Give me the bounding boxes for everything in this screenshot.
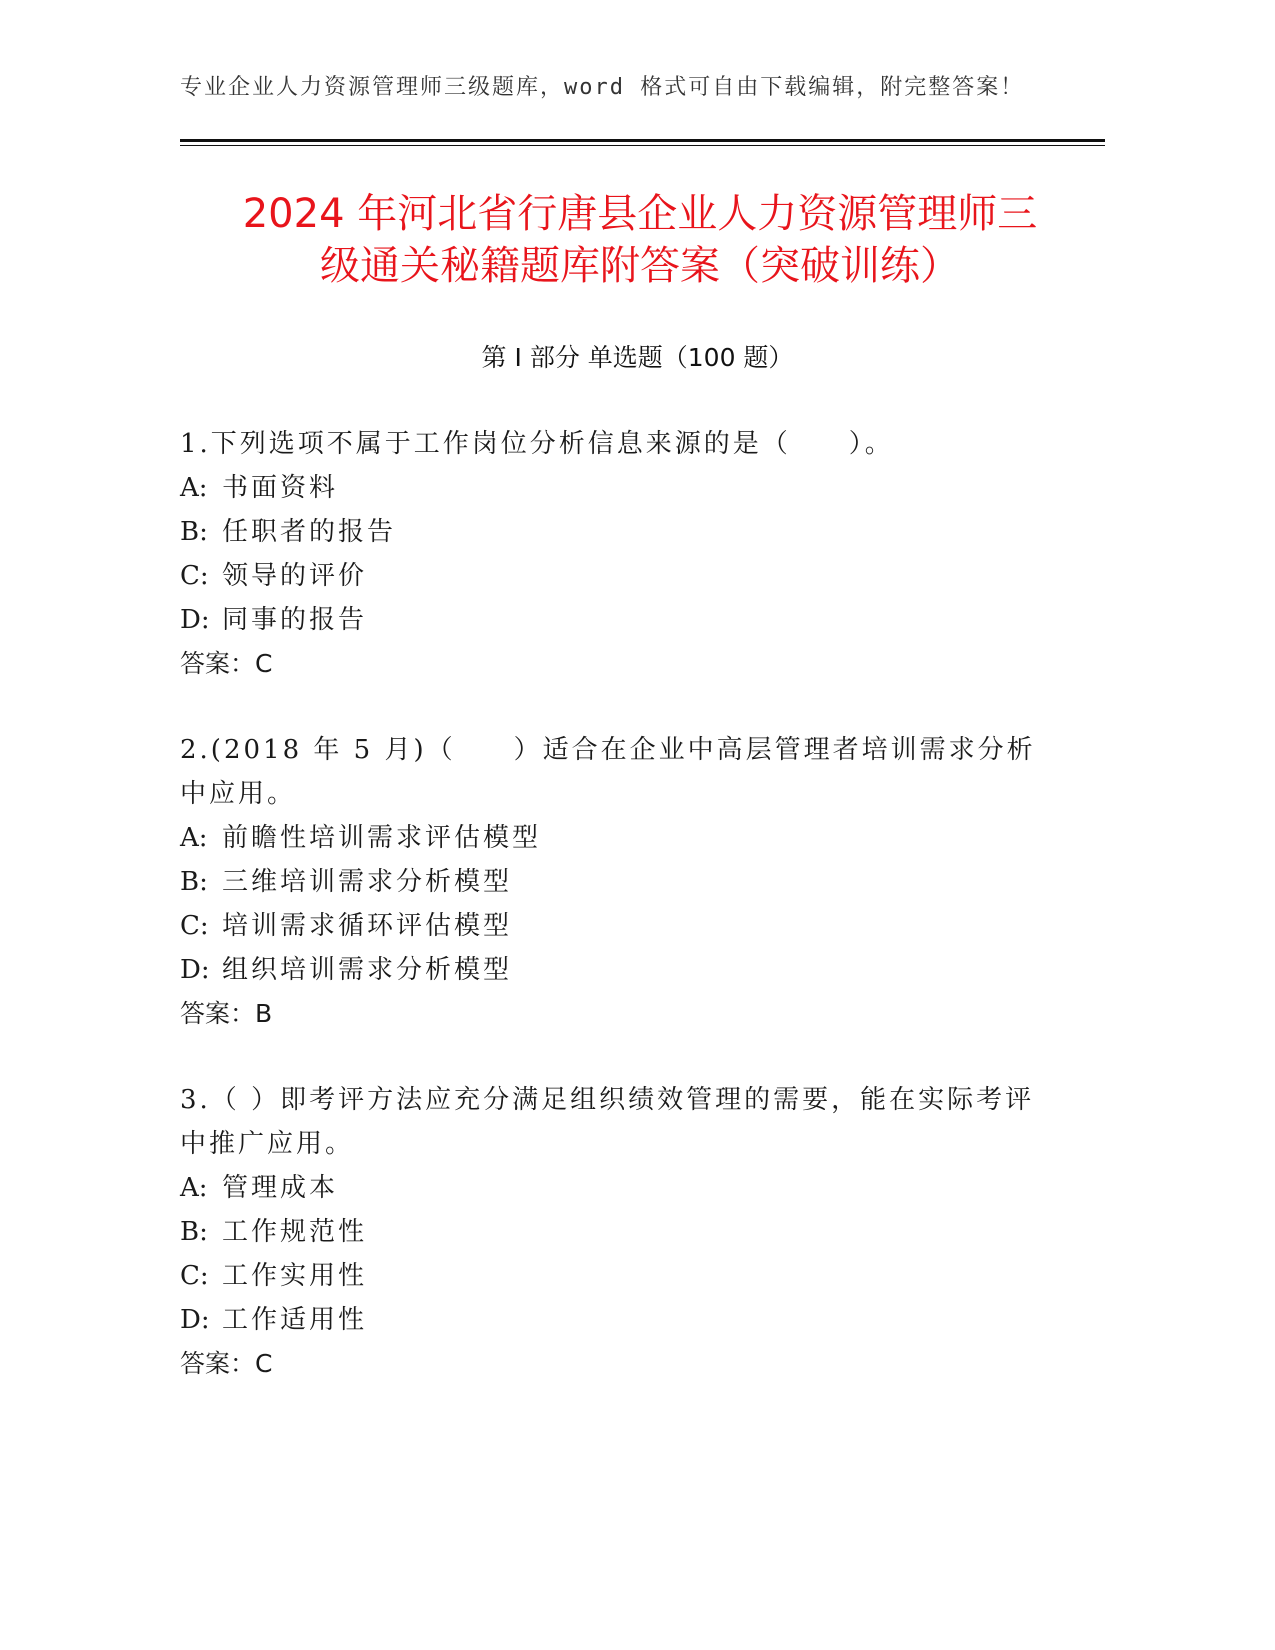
option-d (180, 948, 1040, 992)
question-1 (180, 422, 1040, 686)
header-rule-thick (180, 139, 1105, 142)
question-3 (180, 1078, 1040, 1386)
option-letter: D: (180, 1305, 210, 1335)
option-letter: C: (180, 911, 209, 941)
option-text: 前瞻性培训需求评估模型 (222, 823, 542, 853)
option-text: 管理成本 (222, 1173, 339, 1203)
option-text: 三维培训需求分析模型 (222, 867, 513, 897)
option-c (180, 904, 1040, 948)
answer: 答案：C (180, 1349, 273, 1378)
option-letter: C: (180, 1261, 209, 1291)
option-d (180, 1298, 1040, 1342)
option-letter: B: (180, 517, 208, 547)
option-a (180, 816, 1040, 860)
option-b (180, 860, 1040, 904)
option-text: 领导的评价 (222, 561, 368, 591)
option-letter: C: (180, 561, 209, 591)
option-letter: B: (180, 1217, 208, 1247)
option-text: 工作规范性 (222, 1217, 368, 1247)
question-text: 3.（ ）即考评方法应充分满足组织绩效管理的需要，能在实际考评中推广应用。 (180, 1085, 1035, 1159)
option-letter: A: (180, 473, 208, 503)
option-c (180, 1254, 1040, 1298)
option-a (180, 1166, 1040, 1210)
option-text: 培训需求循环评估模型 (222, 911, 513, 941)
option-text: 同事的报告 (222, 605, 368, 635)
option-text: 工作实用性 (222, 1261, 368, 1291)
option-b (180, 1210, 1040, 1254)
option-a (180, 466, 1040, 510)
option-text: 工作适用性 (222, 1305, 368, 1335)
option-letter: B: (180, 867, 208, 897)
question-text: 2.(2018 年 5 月)（ ）适合在企业中高层管理者培训需求分析中应用。 (180, 735, 1036, 809)
question-list (180, 422, 1040, 1428)
option-letter: A: (180, 1173, 208, 1203)
option-text: 书面资料 (222, 473, 339, 503)
answer: 答案：B (180, 999, 273, 1028)
option-c (180, 554, 1040, 598)
option-letter: D: (180, 605, 210, 635)
question-text: 1.下列选项不属于工作岗位分析信息来源的是（ ）。 (180, 429, 894, 459)
title-line-1: 2024 年河北省行唐县企业人力资源管理师三 (242, 191, 1038, 237)
question-2 (180, 728, 1040, 1036)
option-d (180, 598, 1040, 642)
option-letter: A: (180, 823, 208, 853)
header-rule-thin (180, 145, 1105, 146)
section-heading: 第 I 部分 单选题（100 题） (481, 343, 794, 372)
option-letter: D: (180, 955, 210, 985)
option-text: 组织培训需求分析模型 (222, 955, 513, 985)
document-title (140, 188, 1140, 292)
title-line-2: 级通关秘籍题库附答案（突破训练） (320, 243, 960, 289)
answer: 答案：C (180, 649, 273, 678)
page-header: 专业企业人力资源管理师三级题库，word 格式可自由下载编辑，附完整答案！ (180, 75, 1025, 100)
option-b (180, 510, 1040, 554)
option-text: 任职者的报告 (222, 517, 397, 547)
